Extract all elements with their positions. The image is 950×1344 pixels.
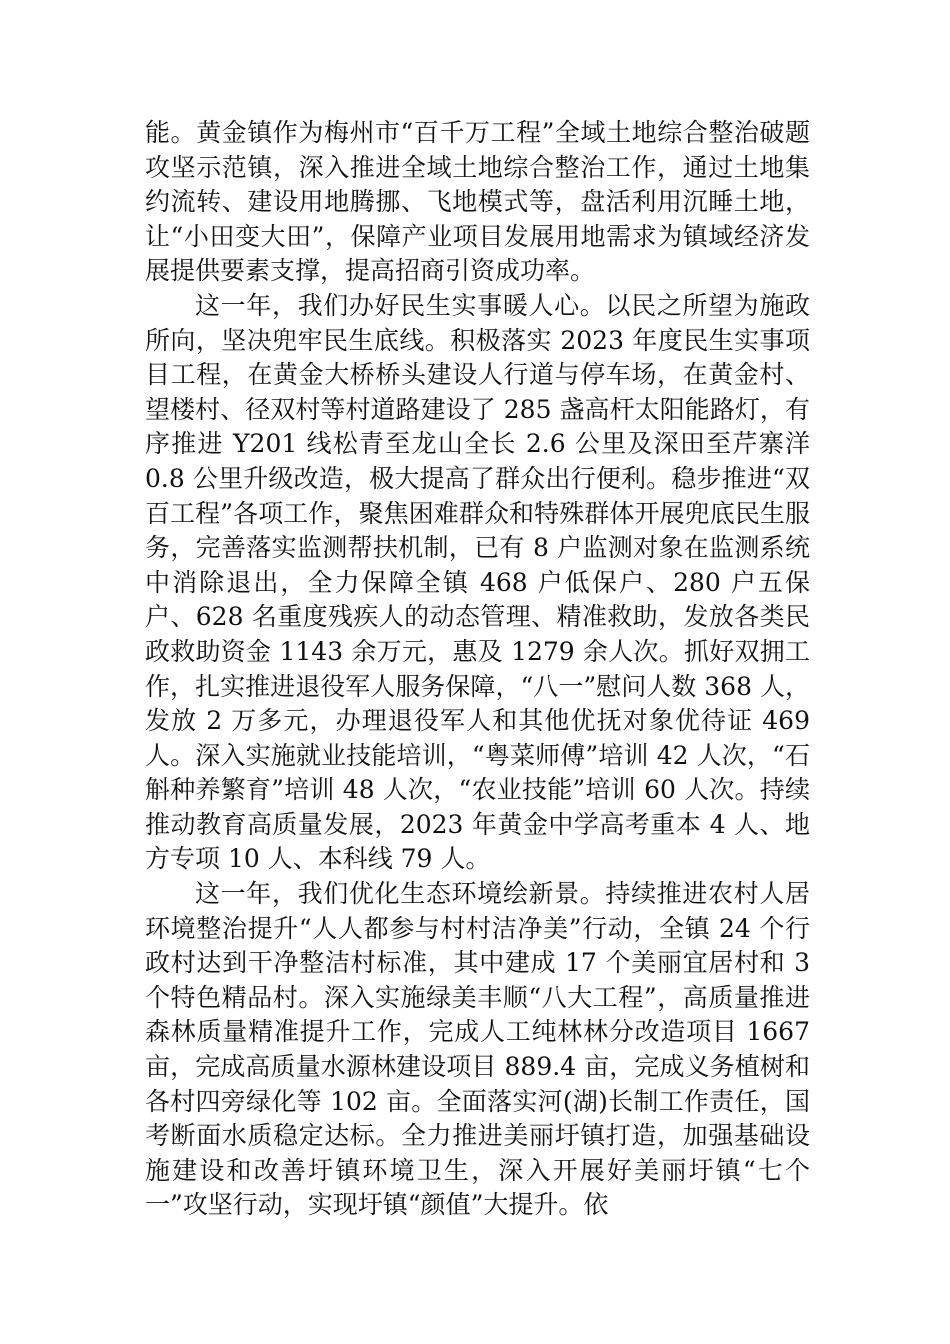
body-text [145, 116, 810, 1223]
paragraph-livelihood: 这一年，我们办好民生实事暖人心。以民之所望为施政所向，坚决兜牢民生底线。积极落实 2023 年度民生实事项目工程，在黄金大桥桥头建设人行道与停车场，在黄金村、望楼村、径双村等村道路建设了 285 盏高杆太阳能路灯，有序推进 Y201 线松青至龙山全长 2.6 公里及深田至芹寨洋 0.8 公里升级改造，极大提高了群众出行便利。稳步推进“双百工程”各项工作，聚焦困难群众和特殊群体开展兜底民生服务，完善落实监测帮扶机制，已有 8 户监测对象在监测系统中消除退出，全力保障全镇 468 户低保户、280 户五保户、628 名重度残疾人的动态管理、精准救助，发放各类民政救助资金 1143 余万元，惠及 1279 余人次。抓好双拥工作，扎实推进退役军人服务保障，“八一”慰问人数 368 人，发放 2 万多元，办理退役军人和其他优抚对象优待证 469 人。深入实施就业技能培训，“粤菜师傅”培训 42 人次，“石斛种养繁育”培训 48 人次，“农业技能”培训 60 人次。持续推动教育高质量发展，2023 年黄金中学高考重本 4 人、地方专项 10 人、本科线 79 人。 [145, 290, 810, 874]
paragraph-land-consolidation: 能。黄金镇作为梅州市“百千万工程”全域土地综合整治破题攻坚示范镇，深入推进全域土地综合整治工作，通过土地集约流转、建设用地腾挪、飞地模式等，盘活利用沉睡土地，让“小田变大田”，保障产业项目发展用地需求为镇域经济发展提供要素支撑，提高招商引资成功率。 [145, 118, 810, 286]
paragraph-ecology: 这一年，我们优化生态环境绘新景。持续推进农村人居环境整治提升“人人都参与村村洁净美”行动，全镇 24 个行政村达到干净整洁村标准，其中建成 17 个美丽宜居村和 3 个特色精品村。深入实施绿美丰顺“八大工程”，高质量推进森林质量精准提升工作，完成人工纯林林分改造项目 1667 亩，完成高质量水源林建设项目 889.4 亩，完成义务植树和各村四旁绿化等 102 亩。全面落实河(湖)长制工作责任，国考断面水质稳定达标。全力推进美丽圩镇打造，加强基础设施建设和改善圩镇环境卫生，深入开展好美丽圩镇“七个一”攻坚行动，实现圩镇“颜值”大提升。依 [145, 879, 810, 1220]
